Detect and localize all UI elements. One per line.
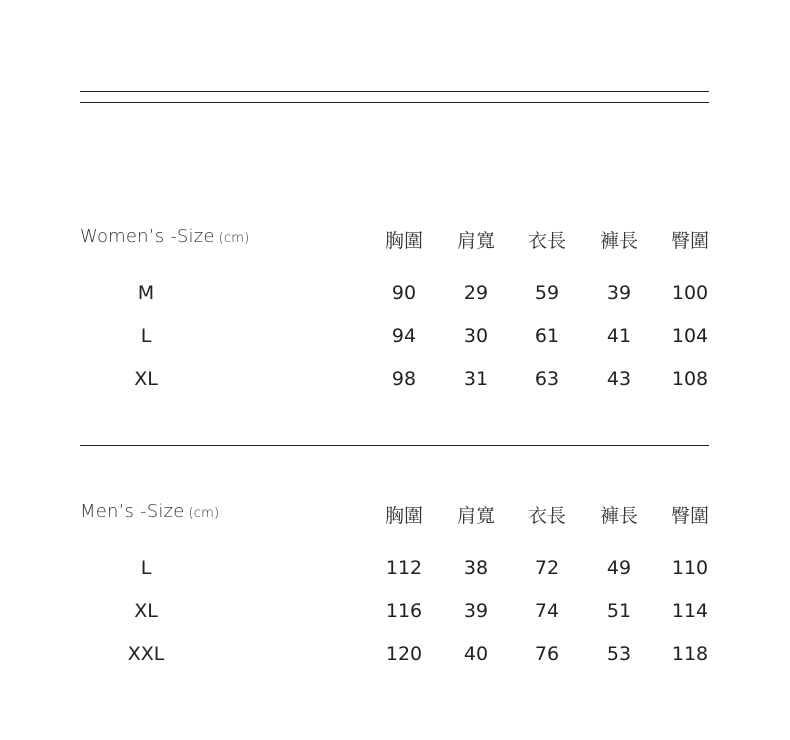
table-cell: 114 — [671, 600, 709, 622]
table-cell: 104 — [671, 325, 709, 347]
table-cell: 43 — [606, 368, 632, 390]
table-cell: 98 — [391, 368, 417, 390]
table-cell: 59 — [534, 282, 560, 304]
column-header-hip: 臀圍 — [670, 505, 709, 527]
table-cell: 120 — [385, 643, 423, 665]
table-cell: 61 — [534, 325, 560, 347]
section-unit: (cm) — [218, 231, 250, 246]
column-header-top-length: 衣長 — [527, 230, 566, 252]
table-cell: 31 — [463, 368, 489, 390]
section-divider — [80, 445, 709, 446]
table-cell: 72 — [534, 557, 560, 579]
column-header-hip: 臀圍 — [670, 230, 709, 252]
table-cell: 38 — [463, 557, 489, 579]
size-label: XL — [134, 600, 158, 622]
table-cell: 53 — [606, 643, 632, 665]
table-cell: 116 — [385, 600, 423, 622]
table-cell: 63 — [534, 368, 560, 390]
size-label: M — [137, 282, 155, 304]
column-header-pants-length: 褲長 — [599, 230, 638, 252]
table-cell: 39 — [606, 282, 632, 304]
section-title — [80, 226, 249, 247]
table-cell: 29 — [463, 282, 489, 304]
size-label: L — [140, 325, 152, 347]
size-label: L — [140, 557, 152, 579]
top-rule-1 — [80, 91, 709, 92]
column-header-bust: 胸圍 — [384, 505, 423, 527]
table-cell: 110 — [671, 557, 709, 579]
size-label: XXL — [127, 643, 165, 665]
table-cell: 41 — [606, 325, 632, 347]
table-cell: 94 — [391, 325, 417, 347]
section-title-text: Men’s -Size — [80, 501, 185, 522]
table-cell: 39 — [463, 600, 489, 622]
table-cell: 30 — [463, 325, 489, 347]
table-cell: 74 — [534, 600, 560, 622]
column-header-shoulder: 肩寬 — [456, 230, 495, 252]
table-cell: 76 — [534, 643, 560, 665]
table-cell: 118 — [671, 643, 709, 665]
column-header-top-length: 衣長 — [527, 505, 566, 527]
table-cell: 90 — [391, 282, 417, 304]
table-cell: 100 — [671, 282, 709, 304]
column-header-shoulder: 肩寬 — [456, 505, 495, 527]
column-header-pants-length: 褲長 — [599, 505, 638, 527]
table-cell: 49 — [606, 557, 632, 579]
section-title — [80, 501, 219, 522]
table-cell: 40 — [463, 643, 489, 665]
table-cell: 51 — [606, 600, 632, 622]
table-cell: 112 — [385, 557, 423, 579]
column-header-bust: 胸圍 — [384, 230, 423, 252]
size-label: XL — [134, 368, 158, 390]
section-title-text: Women’s -Size — [80, 226, 215, 247]
table-cell: 108 — [671, 368, 709, 390]
section-unit: (cm) — [188, 506, 220, 521]
top-rule-2 — [80, 102, 709, 103]
